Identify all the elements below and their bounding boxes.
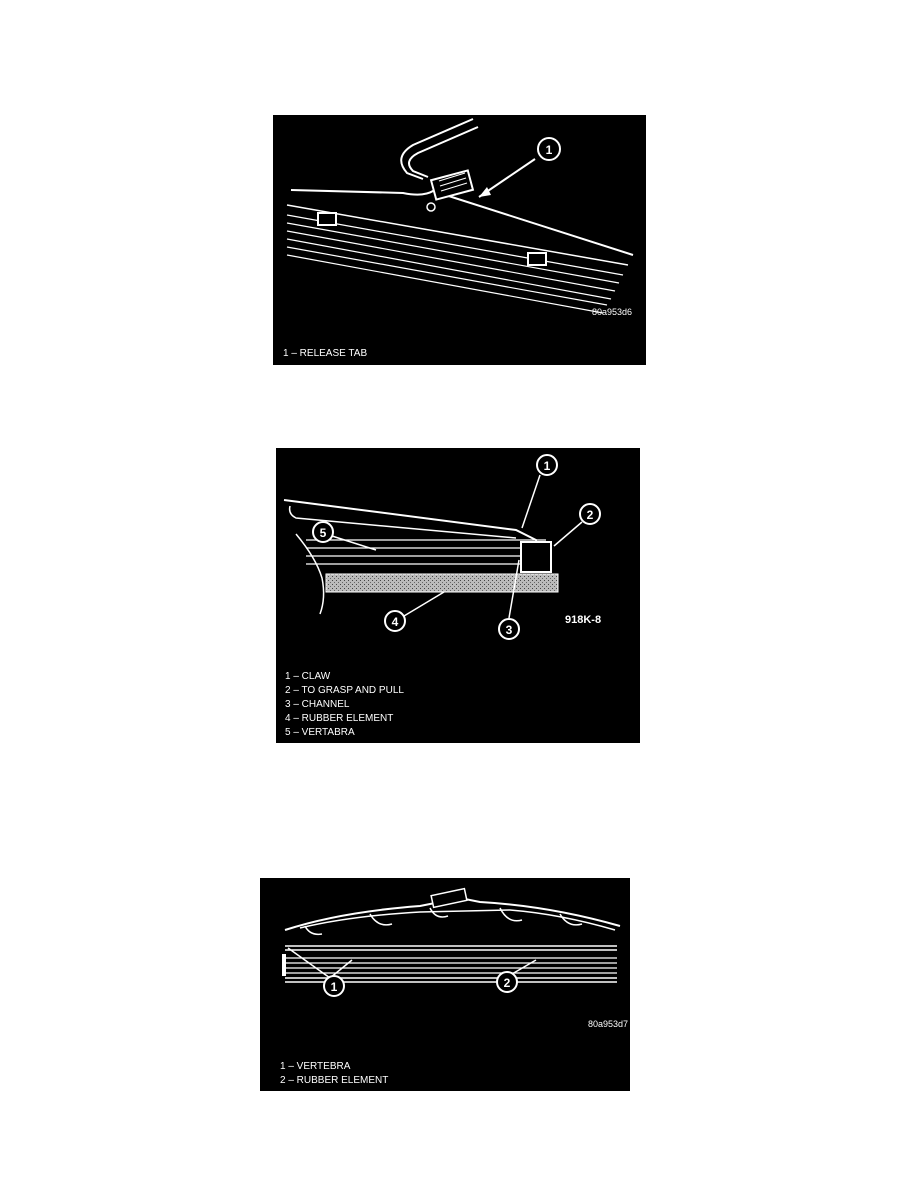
callout-number: 1: [545, 143, 553, 157]
legend-item: 4 – RUBBER ELEMENT: [285, 713, 394, 724]
legend-item: 2 – TO GRASP AND PULL: [285, 685, 404, 696]
figure-legend: [280, 1060, 388, 1088]
legend-item: 1 – VERTEBRA: [280, 1061, 351, 1072]
legend-item: 2 – RUBBER ELEMENT: [280, 1075, 389, 1086]
callout-number: 1: [330, 980, 338, 994]
callout-number: 3: [505, 623, 513, 637]
figure-code: 80a953d6: [592, 307, 633, 317]
figure-claw-channel: [276, 448, 640, 743]
figure-release-tab: [273, 115, 646, 365]
legend-item: 1 – RELEASE TAB: [283, 348, 368, 359]
legend-item: 3 – CHANNEL: [285, 699, 350, 710]
callout-number: 1: [543, 459, 551, 473]
illustration-wiper-release-tab: [273, 115, 646, 365]
figure-code: 80a953d7: [588, 1019, 629, 1029]
figure-code: 918K-8: [565, 614, 602, 626]
figure-legend: [283, 347, 367, 361]
figure-legend: [285, 670, 404, 740]
callout-number: 2: [586, 508, 594, 522]
callout-number: 4: [391, 615, 399, 629]
legend-item: 1 – CLAW: [285, 671, 331, 682]
callout-number: 5: [319, 526, 327, 540]
callout-number: 2: [503, 976, 511, 990]
legend-item: 5 – VERTABRA: [285, 727, 355, 738]
figure-vertebra-element: [260, 878, 630, 1091]
